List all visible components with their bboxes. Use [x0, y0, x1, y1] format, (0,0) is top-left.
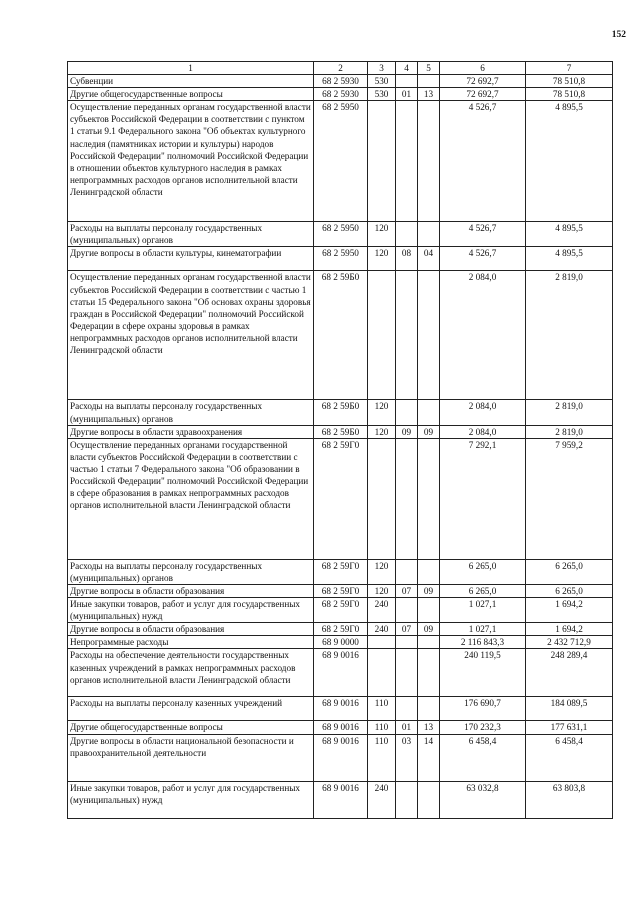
row-expense-type: 120	[368, 247, 396, 271]
row-name: Другие вопросы в области образования	[68, 584, 314, 597]
table-row	[68, 649, 613, 697]
row-code: 68 2 5930	[314, 88, 368, 101]
row-name: Расходы на выплаты персоналу государственных (муниципальных) органов	[68, 400, 314, 425]
row-name: Другие вопросы в области здравоохранения	[68, 425, 314, 438]
row-value-1: 2 084,0	[440, 400, 526, 425]
row-subsection: 04	[418, 247, 440, 271]
row-expense-type: 120	[368, 222, 396, 247]
row-value-1: 4 526,7	[440, 222, 526, 247]
row-value-2: 63 803,8	[526, 781, 613, 818]
table-row	[68, 697, 613, 721]
row-value-2: 177 631,1	[526, 721, 613, 734]
row-section	[396, 222, 418, 247]
row-expense-type: 240	[368, 598, 396, 623]
row-expense-type: 530	[368, 75, 396, 88]
row-code: 68 2 59Г0	[314, 559, 368, 584]
row-expense-type: 110	[368, 721, 396, 734]
row-name: Иные закупки товаров, работ и услуг для государственных (муниципальных) нужд	[68, 781, 314, 818]
row-value-2: 4 895,5	[526, 247, 613, 271]
row-value-1: 2 116 843,3	[440, 636, 526, 649]
table-row	[68, 438, 613, 559]
row-name: Расходы на выплаты персоналу государственных (муниципальных) органов	[68, 222, 314, 247]
row-subsection	[418, 697, 440, 721]
row-expense-type: 120	[368, 559, 396, 584]
row-section	[396, 697, 418, 721]
row-value-2: 184 089,5	[526, 697, 613, 721]
row-section: 01	[396, 721, 418, 734]
table-header-row	[68, 62, 613, 75]
header-col-5: 5	[418, 62, 440, 75]
header-col-4: 4	[396, 62, 418, 75]
row-section: 09	[396, 425, 418, 438]
row-value-1: 63 032,8	[440, 781, 526, 818]
row-subsection	[418, 271, 440, 400]
row-code: 68 9 0016	[314, 721, 368, 734]
row-expense-type	[368, 101, 396, 222]
row-value-2: 2 432 712,9	[526, 636, 613, 649]
table-row	[68, 559, 613, 584]
row-name: Осуществление переданных органам государственной власти субъектов Российской Федерации в соответствии с частью 1 статьи 15 Федерального закона "Об основах охраны здоровья граждан в Российской Федерации" полномочий Российской Федерации в сфере охраны здоровья в рамках непрограммных расходов органов исполнительной власти Ленинградской области	[68, 271, 314, 400]
row-expense-type	[368, 649, 396, 697]
row-code: 68 2 5950	[314, 222, 368, 247]
row-section: 07	[396, 584, 418, 597]
header-col-1: 1	[68, 62, 314, 75]
row-expense-type: 240	[368, 623, 396, 636]
header-col-7: 7	[526, 62, 613, 75]
row-code: 68 2 59Г0	[314, 623, 368, 636]
row-value-2: 2 819,0	[526, 425, 613, 438]
row-name: Другие общегосударственные вопросы	[68, 88, 314, 101]
row-value-2: 4 895,5	[526, 101, 613, 222]
row-code: 68 2 59Б0	[314, 400, 368, 425]
row-name: Осуществление переданных органам государственной власти субъектов Российской Федерации в соответствии с пунктом 1 статьи 9.1 Федерального закона "Об объектах культурного наследия (памятниках истории и культуры) народов Российской Федерации" полномочий Российской Федерации в отношении объектов культурного наследия в рамках непрограммных расходов органов исполнительной власти Ленинградской области	[68, 101, 314, 222]
row-value-1: 4 526,7	[440, 247, 526, 271]
row-name: Непрограммные расходы	[68, 636, 314, 649]
row-section	[396, 559, 418, 584]
row-code: 68 2 5930	[314, 75, 368, 88]
row-value-1: 6 265,0	[440, 559, 526, 584]
row-name: Другие общегосударственные вопросы	[68, 721, 314, 734]
row-value-2: 6 265,0	[526, 584, 613, 597]
row-code: 68 2 59Г0	[314, 438, 368, 559]
table-row	[68, 781, 613, 818]
row-value-1: 240 119,5	[440, 649, 526, 697]
table-row	[68, 721, 613, 734]
row-value-1: 176 690,7	[440, 697, 526, 721]
budget-table	[67, 61, 613, 819]
row-value-1: 1 027,1	[440, 623, 526, 636]
header-col-2: 2	[314, 62, 368, 75]
row-section	[396, 781, 418, 818]
row-subsection	[418, 438, 440, 559]
row-value-2: 248 289,4	[526, 649, 613, 697]
page-number: 152	[611, 30, 626, 40]
table-row	[68, 598, 613, 623]
row-subsection	[418, 559, 440, 584]
row-value-1: 2 084,0	[440, 271, 526, 400]
row-name: Расходы на обеспечение деятельности государственных казенных учреждений в рамках непрограммных расходов органов исполнительной власти Ленинградской области	[68, 649, 314, 697]
row-code: 68 9 0016	[314, 781, 368, 818]
row-subsection: 13	[418, 88, 440, 101]
row-subsection: 09	[418, 584, 440, 597]
row-value-2: 6 265,0	[526, 559, 613, 584]
row-code: 68 2 59Б0	[314, 425, 368, 438]
row-value-2: 2 819,0	[526, 400, 613, 425]
row-section: 03	[396, 734, 418, 781]
table-row	[68, 75, 613, 88]
row-value-1: 72 692,7	[440, 88, 526, 101]
row-expense-type: 120	[368, 584, 396, 597]
row-value-2: 78 510,8	[526, 88, 613, 101]
row-subsection: 09	[418, 425, 440, 438]
row-code: 68 2 59Г0	[314, 598, 368, 623]
row-expense-type: 530	[368, 88, 396, 101]
row-section	[396, 400, 418, 425]
row-expense-type: 120	[368, 425, 396, 438]
row-value-2: 6 458,4	[526, 734, 613, 781]
row-value-1: 7 292,1	[440, 438, 526, 559]
row-name: Расходы на выплаты персоналу государственных (муниципальных) органов	[68, 559, 314, 584]
row-subsection	[418, 649, 440, 697]
row-name: Другие вопросы в области культуры, кинематографии	[68, 247, 314, 271]
row-section: 01	[396, 88, 418, 101]
table-row	[68, 101, 613, 222]
row-value-1: 72 692,7	[440, 75, 526, 88]
table-row	[68, 584, 613, 597]
row-subsection	[418, 222, 440, 247]
row-code: 68 9 0016	[314, 697, 368, 721]
row-section	[396, 75, 418, 88]
row-value-1: 6 265,0	[440, 584, 526, 597]
row-subsection	[418, 598, 440, 623]
row-subsection	[418, 101, 440, 222]
table-row	[68, 623, 613, 636]
header-col-3: 3	[368, 62, 396, 75]
row-value-1: 6 458,4	[440, 734, 526, 781]
row-value-1: 4 526,7	[440, 101, 526, 222]
row-code: 68 9 0016	[314, 649, 368, 697]
row-value-1: 170 232,3	[440, 721, 526, 734]
row-value-2: 7 959,2	[526, 438, 613, 559]
row-section	[396, 598, 418, 623]
header-col-6: 6	[440, 62, 526, 75]
table-row	[68, 734, 613, 781]
table-row	[68, 400, 613, 425]
row-expense-type: 110	[368, 734, 396, 781]
row-name: Иные закупки товаров, работ и услуг для государственных (муниципальных) нужд	[68, 598, 314, 623]
table-row	[68, 88, 613, 101]
table-row	[68, 425, 613, 438]
row-subsection	[418, 400, 440, 425]
row-value-2: 2 819,0	[526, 271, 613, 400]
row-code: 68 2 5950	[314, 101, 368, 222]
table-row	[68, 247, 613, 271]
row-subsection	[418, 781, 440, 818]
row-value-1: 1 027,1	[440, 598, 526, 623]
row-value-2: 1 694,2	[526, 623, 613, 636]
row-value-1: 2 084,0	[440, 425, 526, 438]
row-value-2: 4 895,5	[526, 222, 613, 247]
row-expense-type: 110	[368, 697, 396, 721]
row-expense-type	[368, 636, 396, 649]
row-section	[396, 271, 418, 400]
table-row	[68, 636, 613, 649]
row-section	[396, 438, 418, 559]
row-section	[396, 101, 418, 222]
row-expense-type: 120	[368, 400, 396, 425]
row-section	[396, 649, 418, 697]
row-section: 08	[396, 247, 418, 271]
row-subsection	[418, 636, 440, 649]
row-code: 68 2 5950	[314, 247, 368, 271]
row-section: 07	[396, 623, 418, 636]
row-name: Субвенции	[68, 75, 314, 88]
row-expense-type	[368, 438, 396, 559]
row-code: 68 9 0016	[314, 734, 368, 781]
row-subsection	[418, 75, 440, 88]
table-row	[68, 222, 613, 247]
row-value-2: 78 510,8	[526, 75, 613, 88]
row-value-2: 1 694,2	[526, 598, 613, 623]
row-code: 68 9 0000	[314, 636, 368, 649]
row-subsection: 13	[418, 721, 440, 734]
row-subsection: 14	[418, 734, 440, 781]
row-expense-type: 240	[368, 781, 396, 818]
row-subsection: 09	[418, 623, 440, 636]
row-name: Расходы на выплаты персоналу казенных учреждений	[68, 697, 314, 721]
row-code: 68 2 59Б0	[314, 271, 368, 400]
row-name: Другие вопросы в области образования	[68, 623, 314, 636]
table-row	[68, 271, 613, 400]
row-name: Осуществление переданных органами государственной власти субъектов Российской Федерации в соответствии с частью 1 статьи 7 Федерального закона "Об образовании в Российской Федерации" полномочий Российской Федерации в сфере образования в рамках непрограммных расходов органов исполнительной власти Ленинградской области	[68, 438, 314, 559]
row-expense-type	[368, 271, 396, 400]
row-section	[396, 636, 418, 649]
row-code: 68 2 59Г0	[314, 584, 368, 597]
row-name: Другие вопросы в области национальной безопасности и правоохранительной деятельности	[68, 734, 314, 781]
